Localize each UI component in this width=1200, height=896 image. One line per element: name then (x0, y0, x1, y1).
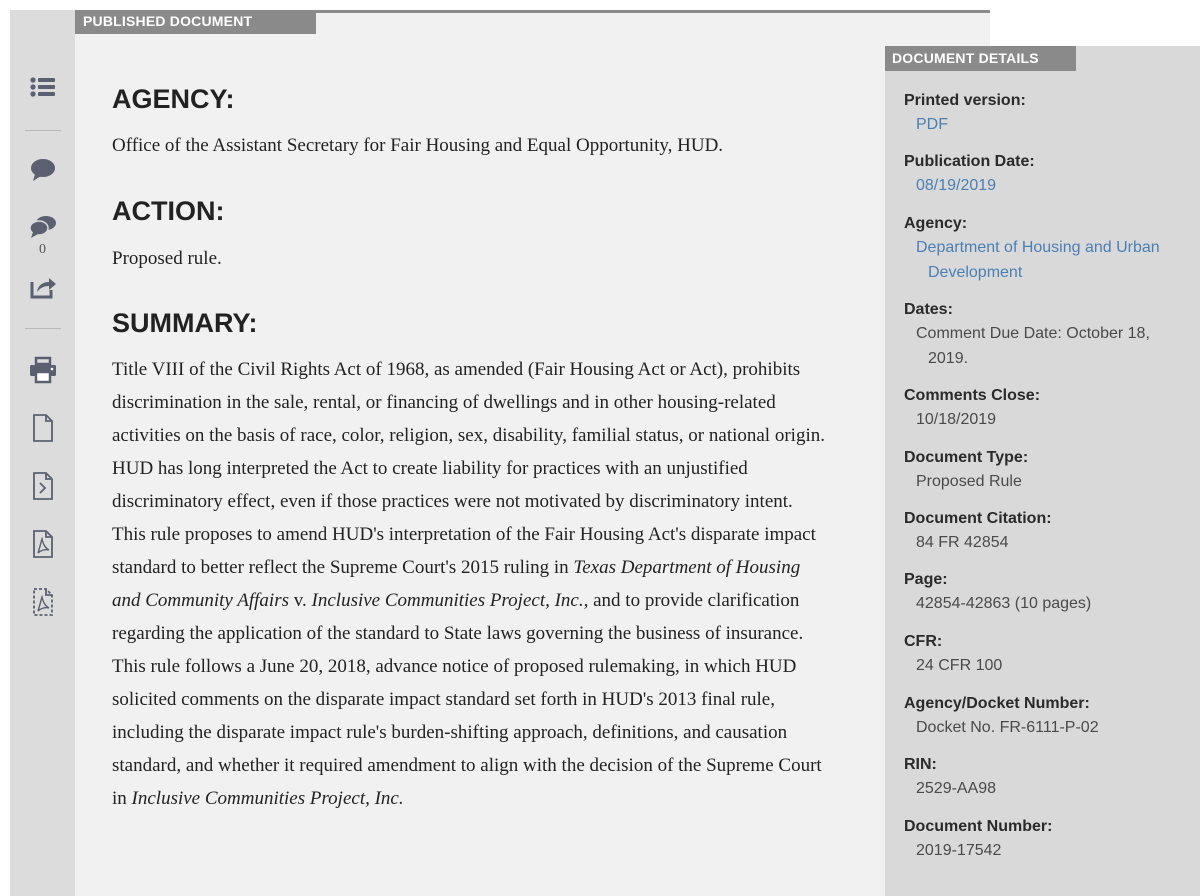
docket-number-value: Docket No. FR-6111-P-02 (916, 719, 1099, 736)
page-label: Page: (904, 571, 948, 588)
divider (25, 130, 61, 131)
publication-date-detail (904, 150, 1194, 199)
agency-heading: AGENCY: (112, 84, 235, 114)
cfr-label: CFR: (904, 633, 943, 650)
dates-value: Comment Due Date: October 18, 2019. (916, 325, 1150, 367)
document-citation-value: 84 FR 42854 (916, 534, 1009, 551)
rin-detail (904, 753, 1194, 802)
printed-version-label: Printed version: (904, 92, 1026, 109)
agency-label: Agency: (904, 215, 968, 232)
document-icon[interactable] (28, 413, 58, 443)
document-type-detail (904, 446, 1194, 495)
comments-close-label: Comments Close: (904, 387, 1041, 404)
developer-tools-icon[interactable] (28, 471, 58, 501)
print-icon[interactable] (28, 355, 58, 385)
table-of-contents-icon[interactable] (28, 72, 58, 102)
document-type-value: Proposed Rule (916, 473, 1022, 490)
cfr-value: 24 CFR 100 (916, 657, 1003, 674)
dates-label: Dates: (904, 301, 953, 318)
pdf-link[interactable]: PDF (916, 116, 948, 133)
page-value: 42854-42863 (10 pages) (916, 595, 1092, 612)
divider (25, 328, 61, 329)
document-number-label: Document Number: (904, 818, 1053, 835)
publication-date-link[interactable]: 08/19/2019 (916, 177, 997, 194)
left-toolbar (10, 10, 75, 896)
public-inspection-pdf-icon[interactable] (28, 587, 58, 617)
pdf-icon[interactable] (28, 529, 58, 559)
document-citation-detail (904, 507, 1194, 556)
comment-icon[interactable] (28, 155, 58, 185)
agency-detail (904, 212, 1194, 285)
page-detail (904, 568, 1194, 617)
document-citation-label: Document Citation: (904, 510, 1052, 527)
rin-value: 2529-AA98 (916, 780, 997, 797)
rin-label: RIN: (904, 756, 937, 773)
document-number-value: 2019-17542 (916, 842, 1002, 859)
action-heading: ACTION: (112, 196, 225, 226)
document-details-tab: DOCUMENT DETAILS (885, 46, 1076, 71)
comments-close-value: 10/18/2019 (916, 411, 997, 428)
document-number-detail (904, 815, 1194, 864)
docket-number-detail (904, 692, 1194, 741)
comments-count: 0 (39, 242, 46, 257)
docket-number-label: Agency/Docket Number: (904, 695, 1090, 712)
agency-text: Office of the Assistant Secretary for Fair Housing and Equal Opportunity, HUD. (112, 135, 724, 156)
comments-close-detail (904, 384, 1194, 433)
public-comments-icon[interactable] (28, 212, 58, 242)
share-icon[interactable] (28, 272, 58, 302)
dates-detail (904, 298, 1194, 371)
printed-version-detail (904, 89, 1194, 138)
action-text: Proposed rule. (112, 248, 222, 269)
document-type-label: Document Type: (904, 449, 1029, 466)
cfr-detail (904, 630, 1194, 679)
published-document-tab: PUBLISHED DOCUMENT (75, 10, 316, 34)
publication-date-label: Publication Date: (904, 153, 1035, 170)
summary-text: Title VIII of the Civil Rights Act of 1968, as amended (Fair Housing Act or Act), prohibits discrimination in the sale, rental, or financing of dwellings and in other housing-related activities on the basis of race, color, religion, sex, disability, familial status, or national origin. HUD has long interpreted the Act to create liability for practices with an unjustified discriminatory effect, even if those practices were not motivated by discriminatory intent. This rule proposes to amend HUD's interpretation of the Fair Housing Act's disparate impact standard to better reflect the Supreme Court's 2015 ruling in Texas Department of Housing and Community Affairs v. Inclusive Communities Project, Inc., and to provide clarification regarding the application of the standard to State laws governing the business of insurance. This rule follows a June 20, 2018, advance notice of proposed rulemaking, in which HUD solicited comments on the disparate impact standard set forth in HUD's 2013 final rule, including the disparate impact rule's burden-shifting approach, definitions, and causation standard, and whether it required amendment to align with the decision of the Supreme Court in Inclusive Communities Project, Inc. (112, 359, 825, 809)
summary-heading: SUMMARY: (112, 308, 258, 338)
agency-link[interactable]: Department of Housing and Urban Development (916, 239, 1160, 281)
